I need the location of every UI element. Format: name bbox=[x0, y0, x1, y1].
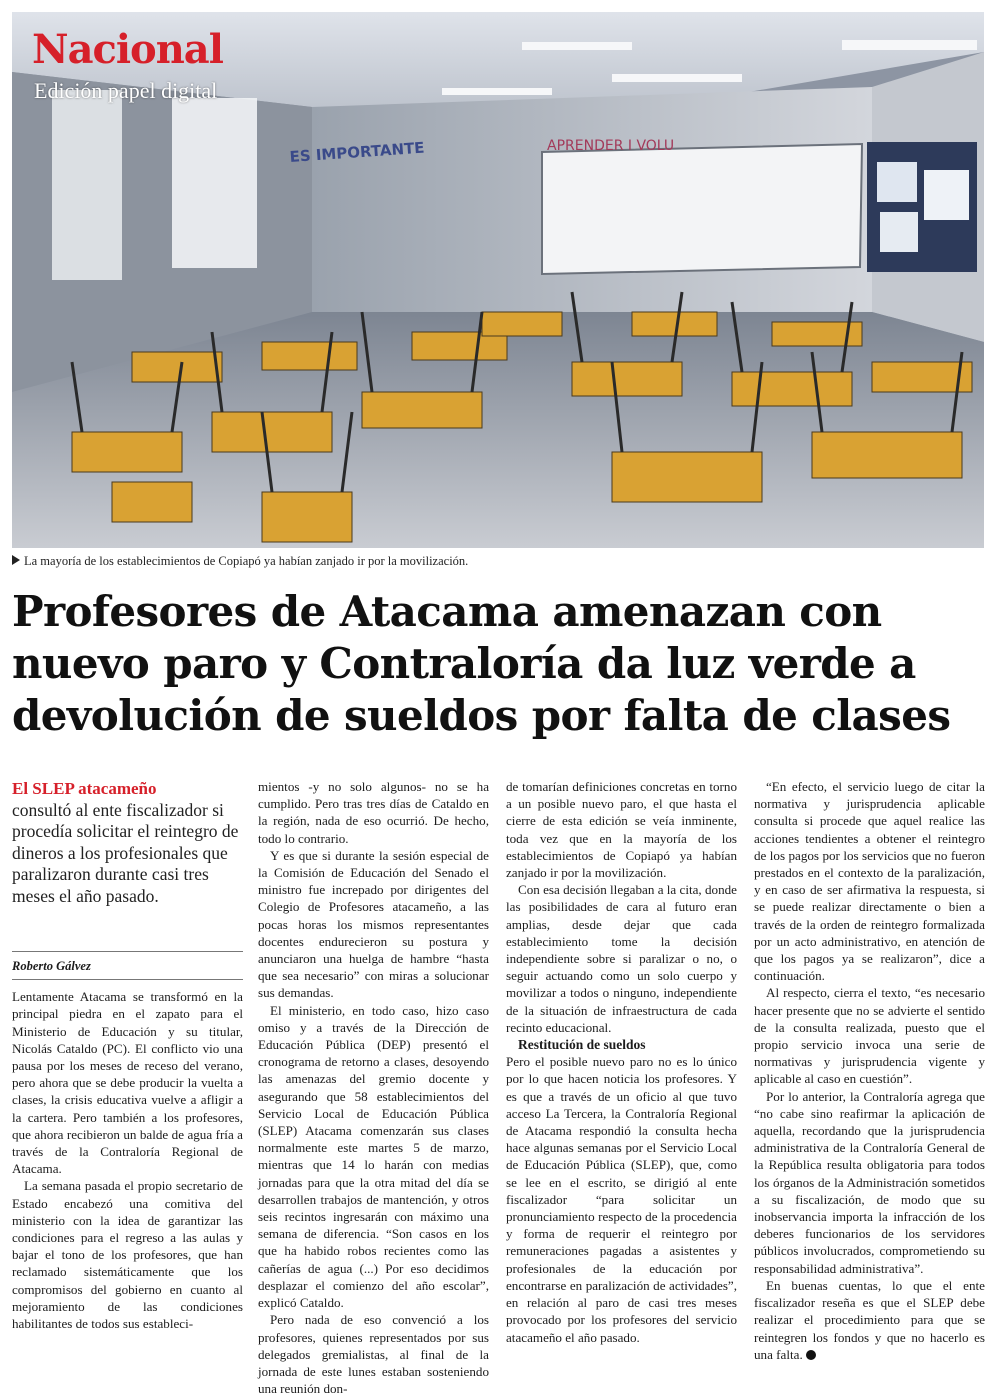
paragraph: La semana pasada el propio secretario de Estado encabezó una comitiva del ministerio con la idea de garantizar las condiciones para el regreso a las aulas y bajar el tono de los profesores, que han reclamado sistemáticamente que los compromisos del gobierno en cuanto al mejoramiento de las condiciones habilitantes de todos sus estableci- bbox=[12, 1178, 243, 1332]
paragraph: Pero nada de eso convenció a los profesores, quienes representados por sus delegados gremialistas, al final de la jornada de este lunes estaban sosteniendo una reunión don- bbox=[258, 1312, 489, 1397]
paragraph: Lentamente Atacama se transformó en la principal piedra en el zapato para el Ministerio de Educación y su titular, Nicolás Cataldo (PC). El conflicto vio una pausa por los meses de receso del verano, pero ahora que se debe producir la vuelta a clases, la crisis educativa vuelve a afligir a la cartera. Pero también a los profesores, que ahora recibieron un balde de agua fría a través de la Contraloría Regional de Atacama. bbox=[12, 989, 243, 1177]
paragraph: de tomarían definiciones concretas en torno a un posible nuevo paro, el que hasta el cierre de esta edición se veía inminente, toda vez que en la mayoría de los establecimientos de Copiapó ya habían zanjado ir por la movilización. bbox=[506, 779, 737, 881]
paragraph: Por lo anterior, la Contraloría agrega que “no cabe sino reafirmar la aplicación de aquella, recordando que la jurisprudencia administrativa de la Contraloría General de la República resulta obligatoria para todos los órganos de la Administración sometidos a su fiscalización, de modo que su inobservancia importa la infracción de los deberes funcionarios de los servidores públicos involucrados, comprometiendo su responsabilidad administrativa”. bbox=[754, 1088, 985, 1276]
paragraph: Al respecto, cierra el texto, “es necesario hacer presente que no se advierte el sentido de la consulta realizada, puesto que el propio servicio invoca una serie de normativas y jurisprudencia vigente y aplicable al caso en cuestión”. bbox=[754, 985, 985, 1087]
paragraph: Y es que si durante la sesión especial de la Comisión de Educación del Senado el ministro fue increpado por dirigentes del Colegio de Profesores atacameño, a las pocas horas los mismos representantes docentes endurecieron su postura y anunciaron una huelga de hambre “hasta que sea necesario” con miras a solucionar sus demandas. bbox=[258, 847, 489, 1001]
lede-kicker: El SLEP atacameño bbox=[12, 779, 157, 798]
paragraph: Pero el posible nuevo paro no es lo único por lo que hacen noticia los profesores. Y es que a través de un oficio al que tuvo acceso La Tercera, la Contraloría Regional de Atacama respondió la consulta hecha hace algunas semanas por el Servicio Local de Educación Pública (SLEP), que, como se lee en el escrito, se dirigió al ente fiscalizador “para solicitar un pronunciamiento respecto de la procedencia y forma de requerir el reintegro por remuneraciones pagadas a asistentes y profesionales de la educación por encontrarse en paralización de actividades”, en relación al paro de casi tres meses provocado por los profesores del servicio atacameño el año pasado. bbox=[506, 1054, 737, 1345]
article-column-1 bbox=[12, 778, 243, 1332]
article-column-3 bbox=[506, 778, 737, 1346]
section-title: Nacional bbox=[32, 26, 223, 73]
photo-caption-row bbox=[12, 554, 984, 569]
edition-label: Edición papel digital bbox=[34, 78, 218, 103]
photo-caption: La mayoría de los establecimientos de Copiapó ya habían zanjado ir por la movilización. bbox=[24, 554, 469, 568]
wall-banner-text: ES IMPORTANTE bbox=[289, 138, 426, 166]
paragraph-final bbox=[754, 1277, 985, 1363]
paragraph: “En efecto, el servicio luego de citar la normativa y jurisprudencia aplicable consulta si procede que aquel realice las acciones tendientes a obtener el reintegro de los pagos por los servicios que no fueron prestados en el contexto de la paralización, y en caso de ser afirmativa la respuesta, si se puede realizar directamente o bien a través de la orden de reintegro formalizada por un acto administrativo, en atención de que los pagos ya se realizaron”, dice a continuación. bbox=[754, 779, 985, 984]
paragraph: mientos -y no solo algunos- no se ha cumplido. Pero tras tres días de Cataldo en la región, nada de eso ocurrió. De hecho, todo lo contrario. bbox=[258, 779, 489, 846]
lede bbox=[12, 778, 243, 907]
byline-divider bbox=[12, 951, 243, 952]
byline: Roberto Gálvez bbox=[12, 959, 91, 973]
subheading: Restitución de sueldos bbox=[518, 1037, 646, 1053]
article-headline: Profesores de Atacama amenazan con nuevo paro y Contraloría da luz verde a devolución de sueldos por falta de clases bbox=[12, 587, 951, 740]
end-mark-icon bbox=[806, 1350, 816, 1360]
paragraph: Con esa decisión llegaban a la cita, donde las posibilidades de cara al futuro eran amplias, desde dejar que cada establecimiento tome la decisión independiente sobre si paralizar o no, o seguir actuando como un solo cuerpo y movilizar a todos o ninguno, independiente de la situación de infraestructura de cada recinto educacional. bbox=[506, 882, 737, 1035]
final-paragraph-text: En buenas cuentas, lo que el ente fiscalizador reseña es que el SLEP debe realizar el procedimiento para que se reintegren los fondos y que no hacerlo es una falta. bbox=[754, 1277, 985, 1362]
classroom-photo bbox=[12, 12, 984, 548]
byline-divider-bottom bbox=[12, 979, 243, 980]
article-column-2 bbox=[258, 778, 489, 1397]
board-text: APRENDER I VOLU bbox=[547, 138, 675, 154]
caption-arrow-icon bbox=[12, 555, 20, 565]
lede-body: consultó al ente fiscalizador si procedía solicitar el reintegro de dineros a los profesionales que paralizaron durante casi tres meses el año pasado. bbox=[12, 799, 239, 906]
paragraph: El ministerio, en todo caso, hizo caso omiso y a través de la Dirección de Educación Pública (DEP) presentó el cronograma de retorno a clases, desoyendo las amenazas del gremio docente y asegurando que 58 establecimientos del Servicio Local de Educación Pública (SLEP) Atacama comenzarán sus clases normalmente este martes 5 de marzo, mientras que 14 lo harán con medias jornadas para que la otra mitad del día se desarrollen trabajos de mantención, y otros seis recintos ingresarán con máximo una semana de diferencia. “Son casos en los que ha habido robos recientes como las cañerías de agua (...) Por eso decidimos desplazar el comienzo del año escolar”, explicó Cataldo. bbox=[258, 1002, 489, 1311]
article-column-4 bbox=[754, 778, 985, 1363]
